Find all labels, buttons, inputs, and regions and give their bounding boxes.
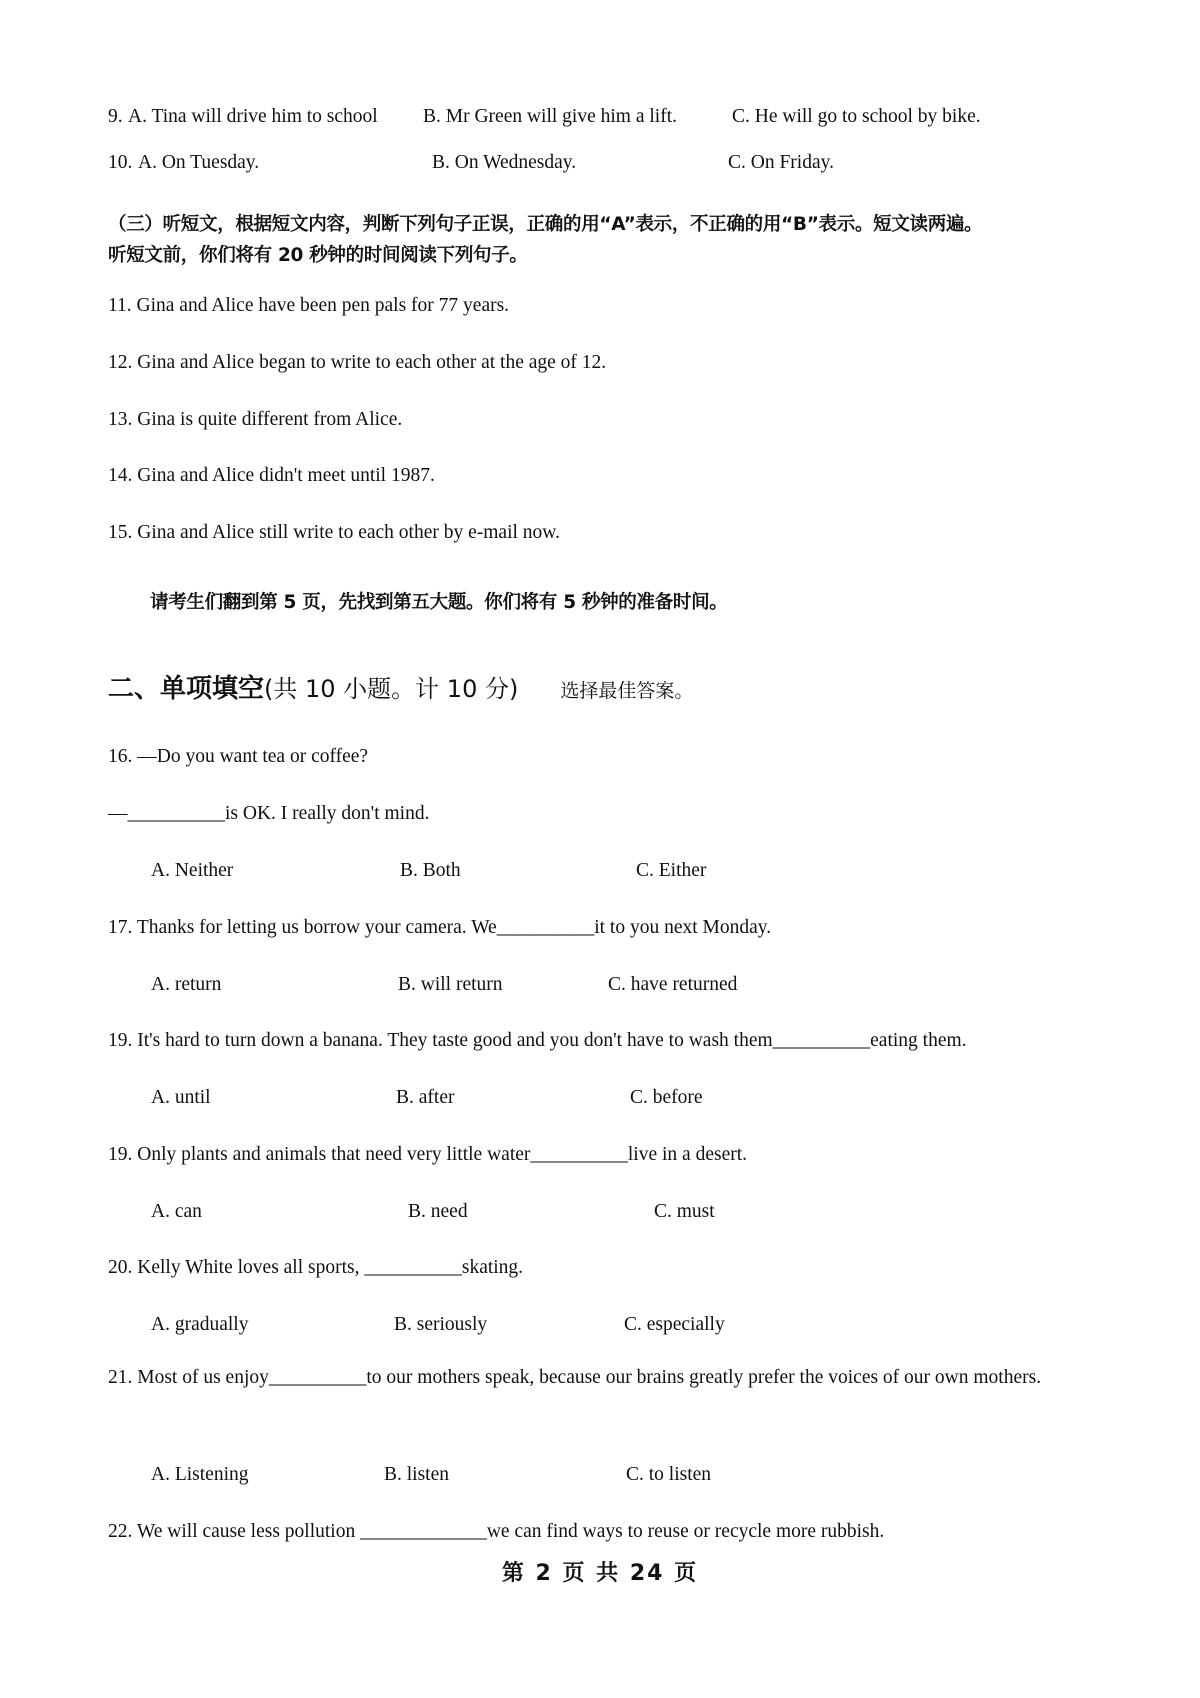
q9-option-c: C. He will go to school by bike. [732, 106, 981, 127]
q16-reply: —__________is OK. I really don't mind. [108, 803, 430, 824]
q20-stem: 20. Kelly White loves all sports, __________skating. [108, 1257, 524, 1278]
q9-option-a-text: A. Tina will drive him to school [128, 106, 378, 127]
q19b-option-c: C. must [654, 1201, 715, 1222]
section-2-title: 二、单项填空 [108, 674, 265, 704]
section-2-heading [108, 668, 693, 708]
q16-option-c: C. Either [636, 860, 707, 881]
q21-option-c: C. to listen [626, 1464, 712, 1485]
q10-option-c: C. On Friday. [728, 152, 834, 173]
statement-15: 15. Gina and Alice still write to each other by e-mail now. [108, 522, 560, 543]
q10-option-a: A. On Tuesday. [138, 152, 260, 173]
q19a-option-b: B. after [396, 1087, 455, 1108]
statement-11: 11. Gina and Alice have been pen pals for 77 years. [108, 295, 510, 316]
q19b-option-a: A. can [151, 1201, 202, 1222]
q19a-stem: 19. It's hard to turn down a banana. They taste good and you don't have to wash them__________eating them. [108, 1030, 967, 1051]
q19b-option-b: B. need [408, 1201, 468, 1222]
q21-option-b: B. listen [384, 1464, 450, 1485]
q17-stem: 17. Thanks for letting us borrow your camera. We__________it to you next Monday. [108, 917, 772, 938]
q10-option-b: B. On Wednesday. [432, 152, 577, 173]
q17-option-c: C. have returned [608, 974, 738, 995]
q9-option-b: B. Mr Green will give him a lift. [423, 106, 677, 127]
statement-13: 13. Gina is quite different from Alice. [108, 409, 403, 430]
part3-instruction-line2: 听短文前，你们将有 20 秒钟的时间阅读下列句子。 [108, 245, 528, 266]
q16-option-b: B. Both [400, 860, 461, 881]
section-2-instruction: 选择最佳答案。 [560, 680, 694, 702]
q16-option-a: A. Neither [151, 860, 234, 881]
q19a-option-c: C. before [630, 1087, 703, 1108]
q16-stem: 16. —Do you want tea or coffee? [108, 746, 369, 767]
turn-page-note: 请考生们翻到第 5 页，先找到第五大题。你们将有 5 秒钟的准备时间。 [150, 592, 728, 613]
q9-number: 9. [108, 106, 123, 127]
q17-option-b: B. will return [398, 974, 503, 995]
q20-option-a: A. gradually [151, 1314, 249, 1335]
q20-option-c: C. especially [624, 1314, 725, 1335]
section-2-subtitle: (共 10 小题。计 10 分) [264, 675, 519, 703]
page-footer: 第 2 页 共 24 页 [501, 1561, 699, 1586]
q17-option-a: A. return [151, 974, 222, 995]
q21-stem: 21. Most of us enjoy__________to our mothers speak, because our brains greatly prefer the voices of our own mothers. [108, 1367, 1042, 1388]
q20-option-b: B. seriously [394, 1314, 488, 1335]
q19b-stem: 19. Only plants and animals that need very little water__________live in a desert. [108, 1144, 748, 1165]
q22-stem: 22. We will cause less pollution _____________we can find ways to reuse or recycle more rubbish. [108, 1521, 885, 1542]
q21-option-a: A. Listening [151, 1464, 249, 1485]
q19a-option-a: A. until [151, 1087, 211, 1108]
statement-12: 12. Gina and Alice began to write to each other at the age of 12. [108, 352, 607, 373]
part3-instruction-line1: （三）听短文，根据短文内容，判断下列句子正误，正确的用“A”表示，不正确的用“B”表示。短文读两遍。 [108, 214, 983, 235]
q10-number: 10. [108, 152, 133, 173]
statement-14: 14. Gina and Alice didn't meet until 1987. [108, 465, 435, 486]
